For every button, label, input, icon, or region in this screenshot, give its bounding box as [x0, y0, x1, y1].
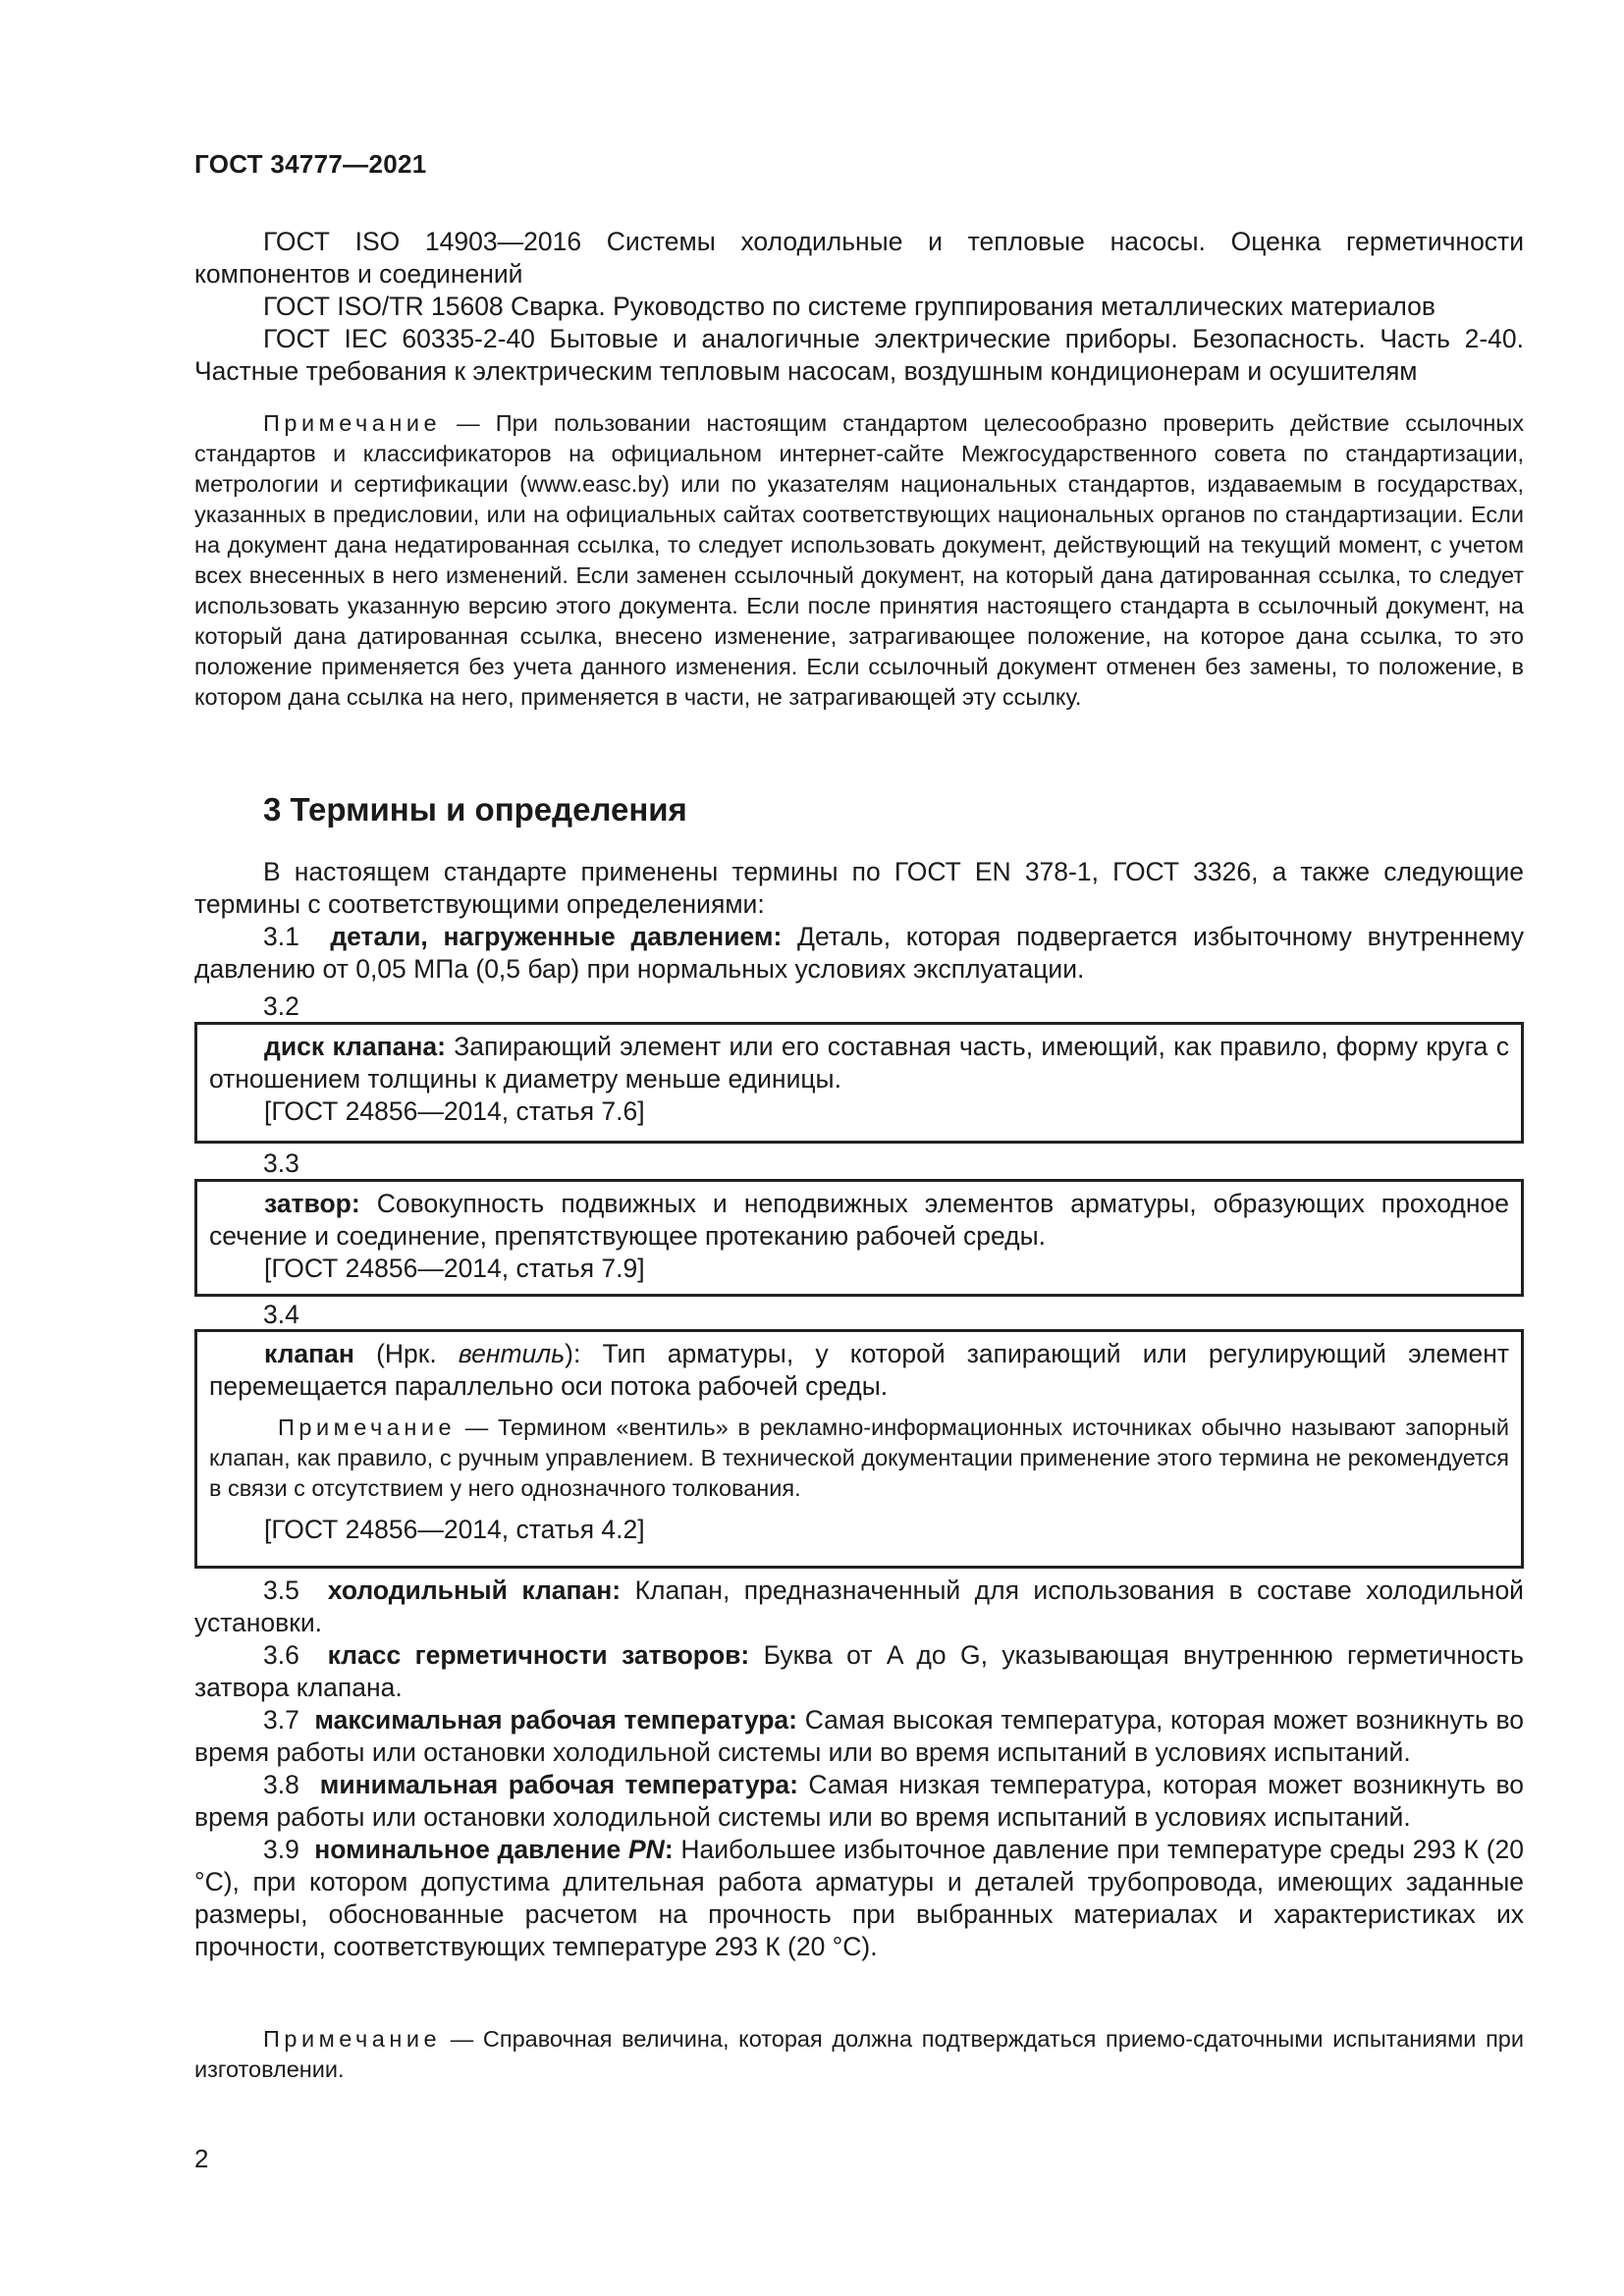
- term-name: детали, нагруженные давлением:: [330, 922, 783, 951]
- reference-value-note: [194, 2024, 1524, 2085]
- term-3-3-box: затвор: Совокупность подвижных и неподвижных элементов арматуры, образующих проходное сечение и соединение, препятствующее протеканию рабочей среды. [ГОСТ 24856—2014, статья 7.9]: [194, 1179, 1524, 1297]
- note-text: — При пользовании настоящим стандартом целесообразно проверить действие ссылочных стандартов и классификаторов на официальном интернет-сайте Межгосударственного совета по стандартизации, метрологии и сертификации (www.easc.by) или по указателям национальных стандартов, издаваемым в государствах, указанных в предисловии, или на официальных сайтах соответствующих национальных органов по стандартизации. Если на документ дана недатированная ссылка, то следует использовать документ, действующий на текущий момент, с учетом всех внесенных в него изменений. Если заменен ссылочный документ, на который дана датированная ссылка, то следует использовать указанную версию этого документа. Если после принятия настоящего стандарта в ссылочный документ, на который дана датированная ссылка, внесено изменение, затрагивающее положение, на которое дана ссылка, то это положение применяется без учета данного изменения. Если ссылочный документ отменен без замены, то положение, в котором дана ссылка на него, применяется в части, не затрагивающей эту ссылку.: [194, 410, 1524, 710]
- term-3-5: 3.5 холодильный клапан: Клапан, предназначенный для использования в составе холодильной установки.: [194, 1575, 1524, 1637]
- term-source: [ГОСТ 24856—2014, статья 7.6]: [264, 1096, 645, 1126]
- note-label: Примечание: [263, 2026, 442, 2052]
- term-3-8: 3.8 минимальная рабочая температура: Самая низкая температура, которая может возникнуть во время работы или остановки холодильной системы или во время испытаний в условиях испытаний.: [194, 1770, 1524, 1832]
- term-number: 3.2: [263, 991, 299, 1021]
- terms-list: [194, 1575, 1524, 1963]
- term-number: 3.4: [263, 1300, 299, 1329]
- reference-item: ГОСТ ISO 14903—2016 Системы холодильные и тепловые насосы. Оценка герметичности компонентов и соединений: [194, 227, 1524, 289]
- term-number: 3.3: [263, 1148, 299, 1178]
- page-number: 2: [194, 2144, 209, 2173]
- reference-item: ГОСТ IEC 60335-2-40 Бытовые и аналогичные электрические приборы. Безопасность. Часть 2-40. Частные требования к электрическим тепловым насосам, воздушным кондиционерам и осушителям: [194, 324, 1524, 386]
- references-note: [194, 408, 1524, 713]
- reference-item: ГОСТ ISO/TR 15608 Сварка. Руководство по системе группирования металлических материалов: [263, 292, 1435, 321]
- note-text: — Термином «вентиль» в рекламно-информационных источниках обычно называют запорный клапан, как правило, с ручным управлением. В технической документации применение этого термина не рекомендуется в связи с отсутствием у него однозначного толкования.: [209, 1415, 1509, 1501]
- document-header: ГОСТ 34777—2021: [194, 149, 427, 179]
- term-name: диск клапана:: [264, 1032, 446, 1061]
- term-3-6: 3.6 класс герметичности затворов: Буква от A до G, указывающая внутреннюю герметичность затвора клапана.: [194, 1640, 1524, 1702]
- term-3-7: 3.7 максимальная рабочая температура: Самая высокая температура, которая может возникнуть во время работы или остановки холодильной системы или во время испытаний в условиях испытаний.: [194, 1705, 1524, 1767]
- term-3-4-box: клапан (Нрк. вентиль): Тип арматуры, у которой запирающий или регулирующий элемент перемещается параллельно оси потока рабочей среды. Примечание — Термином «вентиль» в рекламно-информационных источниках обычно называют запорный клапан, как правило, с ручным управлением. В технической документации применение этого термина не рекомендуется в связи с отсутствием у него однозначного толкования. [ГОСТ 24856—2014, статья 4.2]: [194, 1329, 1524, 1569]
- note-label: Примечание: [278, 1415, 457, 1440]
- term-name: затвор:: [264, 1189, 360, 1218]
- section-intro: В настоящем стандарте применены термины по ГОСТ EN 378-1, ГОСТ 3326, а также следующие термины с соответствующими определениями: 3.1 детали, нагруженные давлением: Деталь, которая подвергается избыточному внутреннему давлению от 0,05 МПа (0,5 бар) при нормальных условиях эксплуатации.: [194, 857, 1524, 984]
- term-3-1: 3.1 детали, нагруженные давлением: Деталь, которая подвергается избыточному внутреннему давлению от 0,05 МПа (0,5 бар) при нормальных условиях эксплуатации.: [194, 922, 1524, 984]
- note-label: Примечание: [263, 410, 442, 436]
- term-name: клапан: [264, 1339, 354, 1368]
- term-3-2-box: диск клапана: Запирающий элемент или его составная часть, имеющий, как правило, форму круга с отношением толщины к диаметру меньше единицы. [ГОСТ 24856—2014, статья 7.6]: [194, 1022, 1524, 1144]
- note-text: — Справочная величина, которая должна подтверждаться приемо-сдаточными испытаниями при изготовлении.: [194, 2026, 1524, 2082]
- term-source: [ГОСТ 24856—2014, статья 7.9]: [264, 1254, 645, 1283]
- section-title: 3 Термины и определения: [263, 791, 687, 828]
- term-source: [ГОСТ 24856—2014, статья 4.2]: [264, 1515, 645, 1544]
- normative-references: [194, 226, 1524, 388]
- term-3-9: 3.9 номинальное давление PN: Наибольшее избыточное давление при температуре среды 293 К (20 °С), при котором допустима длительная работа арматуры и деталей трубопровода, имеющих заданные размеры, обоснованные расчетом на прочность при выбранных материалах и характеристиках их прочности, соответствующих температуре 293 К (20 °С).: [194, 1835, 1524, 1961]
